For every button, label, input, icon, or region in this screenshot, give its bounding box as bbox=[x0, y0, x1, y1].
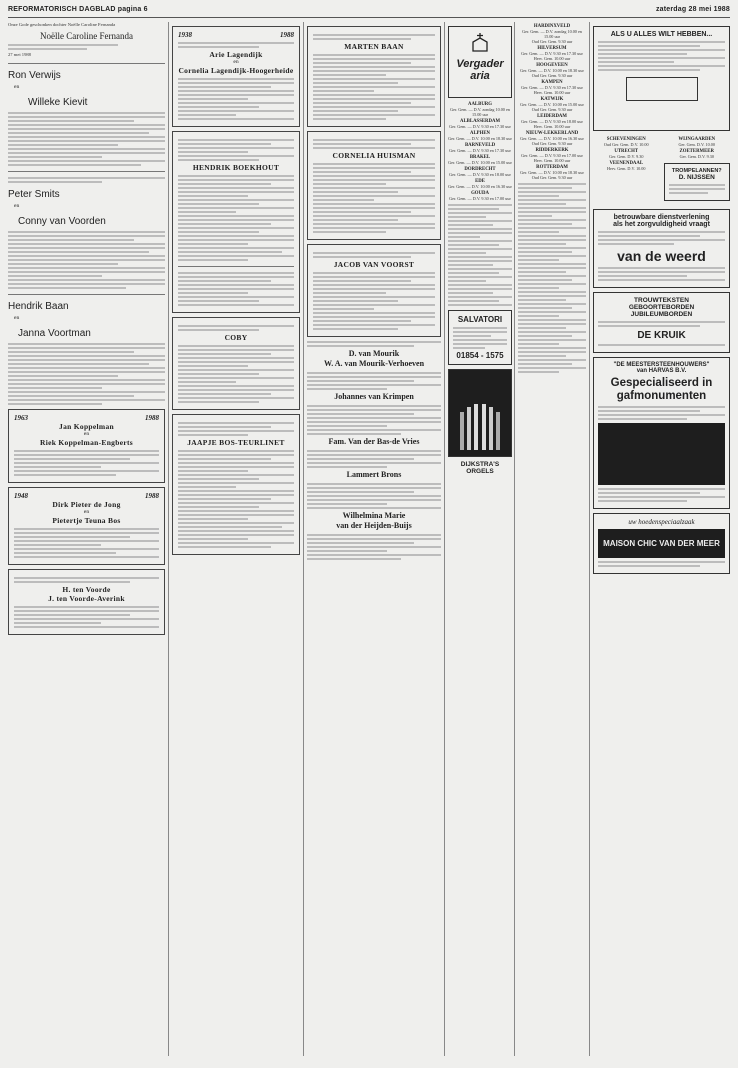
column-3: MARTEN BAAN CORNELIA HUISMAN JACOB VAN VOORST D. van Mourik W. A. van Mourik-Verhoeven Johannes van Krimpen Fam. Van der Bas-de Vries Lammert Brons Wilhelmina Marie van der Heijden-Buijs bbox=[307, 22, 441, 1056]
column-4: Vergader aria AALBURG Ger. Gem. — D.V. zondag 10.00 en 15.00 uur ALBLASSERDAM Ger. Gem. — D.V. 9.30 en 17.30 uur ALPHEN Ger. Gem. — D.V. 10.00 en 18.30 uur BARNEVELD Ger. Gem. — D.V. 9.30 en 17.30 uur BRAKEL Ger. Gem. — D.V. 10.00 en 15.00 uur DORDRECHT Ger. Gem. — D.V. 9.30 en 18.00 uur EDE Ger. Gem. — D.V. 10.00 en 16.30 uur GOUDA Ger. Gem. — D.V. 9.30 en 17.00 uur SALVATORI 01854 - 1575 DIJKSTRA'S ORGELS bbox=[448, 22, 512, 1056]
birth-name: Noëlle Caroline Fernanda bbox=[40, 31, 133, 41]
de-kruik-ad: TROUWTEKSTEN GEBOORTEBORDEN JUBILEUMBORDEN DE KRUIK bbox=[593, 292, 730, 353]
anniversary-box: 1948 1988 Dirk Pieter de Jong en Pietertje Teuna Bos bbox=[8, 487, 165, 565]
column-5 bbox=[518, 22, 586, 1056]
salvatori-ad: SALVATORI 01854 - 1575 bbox=[448, 310, 512, 365]
anniversary-box: H. ten Voorde J. ten Voorde-Averink bbox=[8, 569, 165, 635]
church-icon bbox=[469, 31, 491, 53]
announcement-name: Hendrik Baan bbox=[8, 301, 69, 312]
column-2 bbox=[172, 22, 300, 1056]
header-left: REFORMATORISCH DAGBLAD pagina 6 bbox=[8, 6, 148, 13]
announcement-name: Conny van Voorden bbox=[18, 216, 106, 227]
memorial-box: HENDRIK BOEKHOUT bbox=[172, 131, 300, 313]
shop-logo bbox=[626, 77, 698, 101]
column-1: Onze Gode geschonken dochter Noëlle Caroline Fernanda Noëlle Caroline Fernanda 27 mei 1988 Ron Verwijs en Willeke Kievit Peter Smits en Conny van Voorden Hendrik Baan en Janna Voortman 1963 1988 Jan Koppelman en Riek Koppelman-Engberts 1948 1988 Dirk Pieter de Jong en Pietertje Teuna Bos H. ten Voorde J. ten Voorde-Averink bbox=[8, 22, 165, 1056]
memorial-box: CORNELIA HUISMAN bbox=[307, 131, 441, 240]
church-listing: HARDINXVELD Ger. Gem. — D.V. zondag 10.00 en 15.00 uur Oud Ger. Gem. 9.30 uur HILVERSUM Ger. Gem. — D.V. 9.30 en 17.30 uur Herv. Gem. 10.00 uur HOOGEVEEN Ger. Gem. — D.V. 10.00 en 18.30 uur Oud Ger. Gem. 9.30 uur KAMPEN Ger. Gem. — D.V. 9.30 en 17.30 uur Herv. Gem. 10.00 uur KATWIJK Ger. Gem. — D.V. 10.00 en 15.00 uur Oud Ger. Gem. 9.30 uur LEIDERDAM Ger. Gem. — D.V. 9.30 en 18.00 uur Herv. Gem. 10.00 uur NIEUW-LEKKERLAND Ger. Gem. — D.V. 10.00 en 16.30 uur Oud Ger. Gem. 9.30 uur RIDDERKERK Ger. Gem. — D.V. 9.30 en 17.00 uur Herv. Gem. 10.00 uur ROTTERDAM Ger. Gem. — D.V. 10.00 en 18.30 uur Oud Ger. Gem. 9.30 uur bbox=[520, 24, 584, 180]
anniversary-box: 1963 1988 Jan Koppelman en Riek Koppelman-Engberts bbox=[8, 409, 165, 483]
church-listing: SCHEVENINGEN Oud Ger. Gem. D.V. 10.00 UTRECHT Ger. Gem. D.V. 9.30 VEENENDAAL Herv. Gem. D.V. 10.00 bbox=[603, 137, 649, 171]
van-de-weerd-ad: betrouwbare dienstverlening als het zorgvuldigheid vraagt van de weerd bbox=[593, 209, 730, 288]
announcement-name: Ron Verwijs bbox=[8, 70, 61, 81]
trompet-ad: TROMPELANNEN? D. NIJSSEN bbox=[664, 163, 731, 201]
vergaderaria-ad: Vergader aria bbox=[448, 26, 512, 98]
announcement-name: Willeke Kievit bbox=[28, 97, 88, 108]
column-6: ALS U ALLES WILT HEBBEN... SCHEVENINGEN Oud Ger. Gem. D.V. 10.00 UTRECHT Ger. Gem. D.V. 9.30 VEENENDAAL Herv. Gem. D.V. 10.00 WIJNGAARDEN Ger. Gem. D.V. 10.00 ZOETERMEER Ger. Gem. D.V. 9.30 TROMPELANNEN? D. NIJSSEN betrouwbare dienstverlening als het zorgvuldigheid vraagt van de weerd TROUWTEKSTEN GEBOORTEBORDEN JUBILEUMBORDEN DE KRUIK "DE MEESTERSTEENHOUWERS" van HARVAS B.V. Gespecialiseerd in gafmonumenten uw hoedenspeciaalzaak MAISON CHIC VAN DER MEER bbox=[593, 22, 730, 1056]
memorial-box: COBY bbox=[172, 317, 300, 410]
maison-chic-ad: uw hoedenspeciaalzaak MAISON CHIC VAN DER MEER bbox=[593, 513, 730, 574]
announcement-name: Peter Smits bbox=[8, 189, 60, 200]
header-date: zaterdag 28 mei 1988 bbox=[655, 6, 730, 13]
birth-date: 27 mei 1988 bbox=[8, 52, 31, 57]
showroom-photo bbox=[598, 423, 725, 485]
page-header bbox=[8, 6, 730, 16]
anniversary-box: 1938 1988 Arie Lagendijk en Cornelia Lagendijk-Hoogerheide bbox=[172, 26, 300, 127]
memorial-box: JAAPJE BOS-TEURLINET bbox=[172, 414, 300, 555]
shop-ad: ALS U ALLES WILT HEBBEN... bbox=[593, 26, 730, 131]
organ-icon bbox=[456, 402, 504, 452]
harvas-ad: "DE MEESTERSTEENHOUWERS" van HARVAS B.V. Gespecialiseerd in gafmonumenten bbox=[593, 357, 730, 509]
header-rule bbox=[8, 17, 730, 18]
memorial-box: JACOB VAN VOORST bbox=[307, 244, 441, 337]
birth-intro: Onze Gode geschonken dochter Noëlle Caroline Fernanda bbox=[8, 22, 116, 27]
church-listing: AALBURG Ger. Gem. — D.V. zondag 10.00 en 15.00 uur ALBLASSERDAM Ger. Gem. — D.V. 9.30 en 17.30 uur ALPHEN Ger. Gem. — D.V. 10.00 en 18.30 uur BARNEVELD Ger. Gem. — D.V. 9.30 en 17.30 uur BRAKEL Ger. Gem. — D.V. 10.00 en 15.00 uur DORDRECHT Ger. Gem. — D.V. 9.30 en 18.00 uur EDE Ger. Gem. — D.V. 10.00 en 16.30 uur GOUDA Ger. Gem. — D.V. 9.30 en 17.00 uur bbox=[448, 102, 512, 201]
announcement-name: Janna Voortman bbox=[18, 328, 91, 339]
memorial-box: MARTEN BAAN bbox=[307, 26, 441, 127]
organ-photo bbox=[448, 369, 512, 457]
